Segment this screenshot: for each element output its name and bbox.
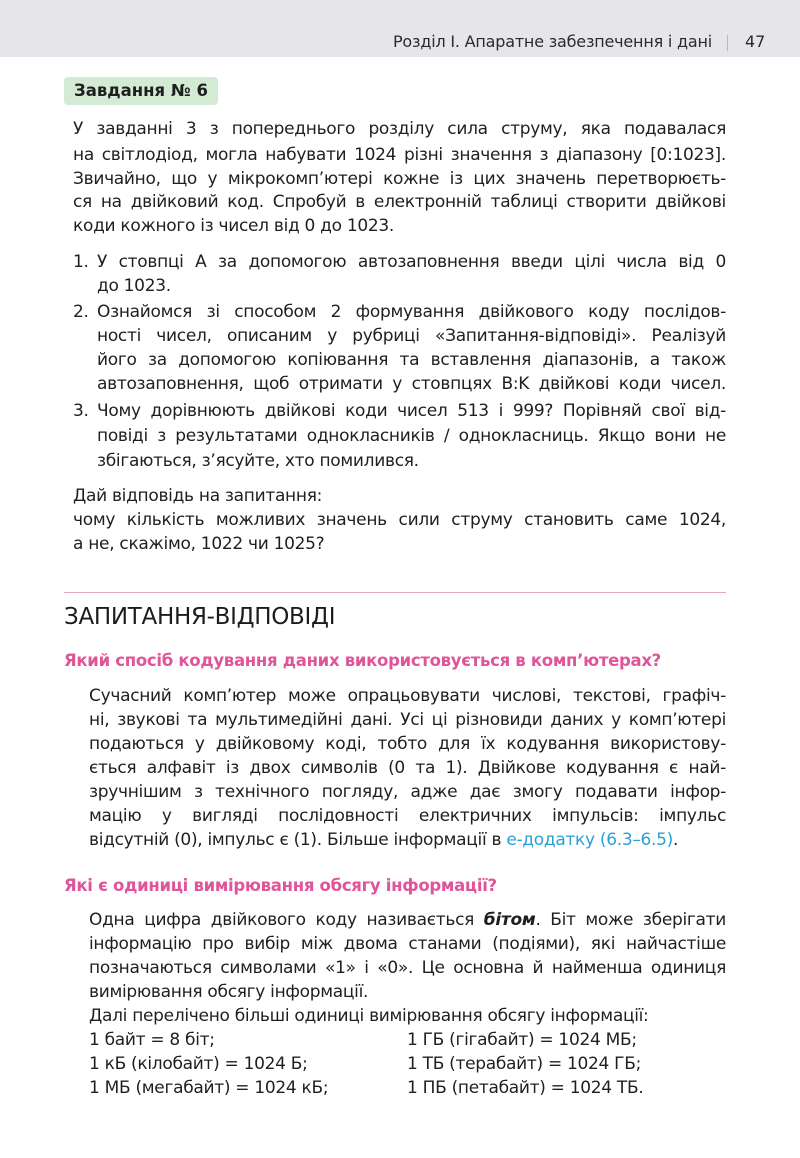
task-badge: Завдання № 6 <box>64 77 218 105</box>
question-2: Які є одиниці вимірювання обсягу інформації? <box>64 876 497 895</box>
answer-question-line: чому кількість можливих значень сили струму становить саме 1024, <box>73 510 726 530</box>
step-line: У стовпці А за допомогою автозаповнення введи цілі числа від 0 <box>97 252 726 272</box>
answer-text: . Біт може зберігати <box>535 910 727 930</box>
step-line: до 1023. <box>97 276 171 296</box>
e-appendix-link[interactable]: е-додатку (6.3–6.5) <box>506 830 674 850</box>
answer-line: Далі перелічено більші одиниці вимірювання обсягу інформації: <box>89 1006 649 1026</box>
answer-line: вимірювання обсягу інформації. <box>89 982 369 1002</box>
bit-term: бітом <box>483 910 536 930</box>
step-line: автозаповнення, щоб отримати у стовпцях B:K двійкові коди чисел. <box>97 374 726 394</box>
step-line: його за допомогою копіювання та вставлення діапазонів, а також <box>97 350 726 370</box>
unit-item: 1 МБ (мегабайт) = 1024 кБ; <box>89 1078 329 1098</box>
answer-line: позначаються символами «1» і «0». Це основна й найменша одиниця <box>89 958 726 978</box>
answer-last-line <box>89 828 678 852</box>
step-line: ності чисел, описаним у рубриці «Запитання-відповіді». Реалізуй <box>97 326 726 346</box>
step-number: 1. <box>73 252 89 272</box>
text-line: коди кожного із чисел від 0 до 1023. <box>73 216 394 236</box>
answer-line: зручнішим з технічного погляду, адже дає змогу подавати інфор- <box>89 782 726 802</box>
header-divider <box>727 35 728 51</box>
answer-line: подаються у двійковому коді, тобто для їх кодування використову- <box>89 734 726 754</box>
step-line: повіді з результатами однокласників / однокласниць. Якщо вони не <box>97 426 726 446</box>
unit-item: 1 кБ (кілобайт) = 1024 Б; <box>89 1054 308 1074</box>
unit-item: 1 ГБ (гігабайт) = 1024 МБ; <box>407 1030 637 1050</box>
answer-text: відсутній (0), імпульс є (1). Більше інформації в <box>89 830 507 850</box>
step-number: 3. <box>73 401 89 421</box>
answer-text: Одна цифра двійкового коду називається <box>89 910 484 930</box>
text-line: ся на двійковий код. Спробуй в електронній таблиці створити двійкові <box>73 192 726 212</box>
section-title: Розділ І. Апаратне забезпечення і дані <box>392 32 712 51</box>
step-line: Чому дорівнюють двійкові коди чисел 513 і 999? Порівняй свої від- <box>97 401 726 421</box>
answer-line: інформацію про вибір між двома станами (подіями), які найчастіше <box>89 934 726 954</box>
qa-heading: ЗАПИТАННЯ-ВІДПОВІДІ <box>64 604 336 630</box>
text-line: на світлодіод, могла набувати 1024 різні значення з діапазону [0:1023]. <box>73 145 726 165</box>
page-header <box>0 0 800 57</box>
text-line: У завданні 3 з попереднього розділу сила струму, яка подавалася <box>73 119 726 139</box>
answer-line: ні, звукові та мультимедійні дані. Усі ці різновиди даних у комп’ютері <box>89 710 726 730</box>
unit-item: 1 байт = 8 біт; <box>89 1030 215 1050</box>
step-line: збігаються, з’ясуйте, хто помилився. <box>97 451 419 471</box>
text-line: Звичайно, що у мікрокомп’ютері кожне із цих значень перетворюєть- <box>73 169 726 189</box>
answer-question-line: а не, скажімо, 1022 чи 1025? <box>73 534 325 554</box>
answer-prompt: Дай відповідь на запитання: <box>73 486 323 506</box>
unit-item: 1 ТБ (терабайт) = 1024 ГБ; <box>407 1054 642 1074</box>
section-divider <box>64 592 726 593</box>
question-1: Який спосіб кодування даних використовується в комп’ютерах? <box>64 651 661 670</box>
step-number: 2. <box>73 302 89 322</box>
answer-line: ється алфавіт із двох символів (0 та 1). Двійкове кодування є най- <box>89 758 726 778</box>
unit-item: 1 ПБ (петабайт) = 1024 ТБ. <box>407 1078 644 1098</box>
answer-text-end: . <box>673 830 679 850</box>
step-line: Ознайомся зі способом 2 формування двійкового коду послідов- <box>97 302 726 322</box>
answer-line: мацію у вигляді послідовності електричних імпульсів: імпульс <box>89 806 726 826</box>
page-number: 47 <box>745 32 766 51</box>
answer-line <box>89 908 726 932</box>
answer-line: Сучасний комп’ютер може опрацьовувати числові, текстові, графіч- <box>89 686 726 706</box>
